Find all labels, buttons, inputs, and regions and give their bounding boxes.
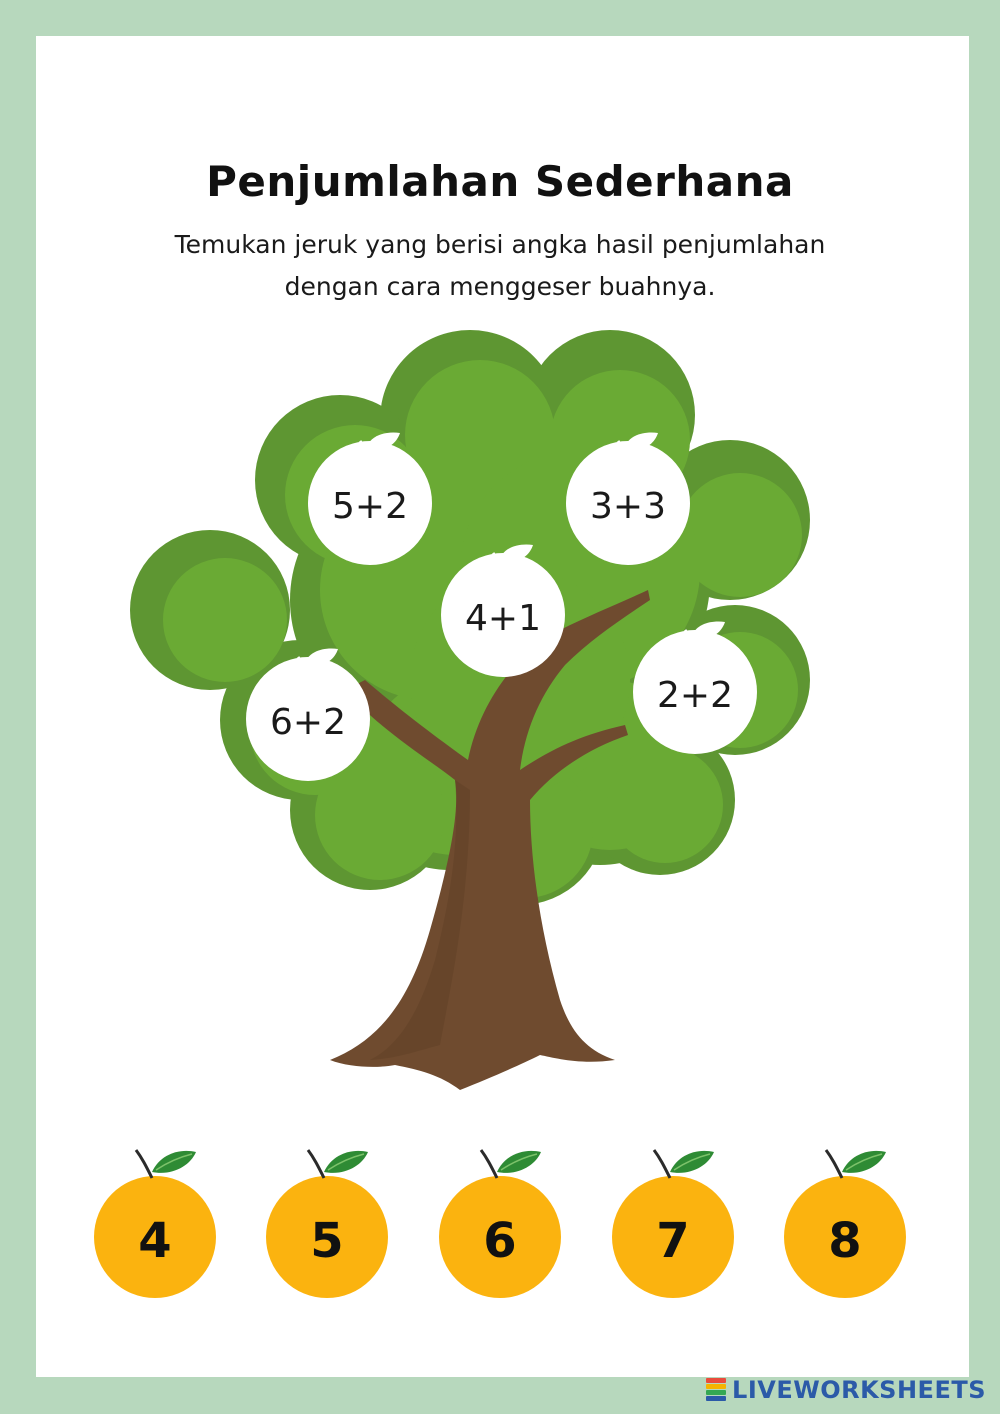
orange-leaf-icon	[132, 1146, 202, 1186]
orange-number: 8	[828, 1213, 862, 1269]
page-title: Penjumlahan Sederhana	[206, 157, 794, 206]
fruit-leaf-icon	[296, 643, 342, 673]
fruit-expression: 6+2	[270, 701, 346, 743]
orange-number: 6	[483, 1213, 517, 1269]
tree-fruit-6-plus-2[interactable]	[246, 657, 370, 781]
orange-number: 4	[138, 1213, 172, 1269]
orange-leaf-icon	[822, 1146, 892, 1186]
orange-answer-8[interactable]	[784, 1176, 906, 1298]
orange-leaf-icon	[304, 1146, 374, 1186]
orange-number: 5	[310, 1213, 344, 1269]
orange-answer-6[interactable]	[439, 1176, 561, 1298]
tree-fruit-3-plus-3[interactable]	[566, 441, 690, 565]
orange-leaf-icon	[650, 1146, 720, 1186]
orange-leaf-icon	[477, 1146, 547, 1186]
fruit-expression: 4+1	[465, 597, 541, 639]
brand-name: LIVEWORKSHEETS	[732, 1376, 986, 1404]
fruit-leaf-icon	[491, 539, 537, 569]
tree-fruit-5-plus-2[interactable]	[308, 441, 432, 565]
fruit-expression: 3+3	[590, 485, 666, 527]
liveworksheets-logo-icon	[706, 1378, 726, 1402]
tree-fruit-4-plus-1[interactable]	[441, 553, 565, 677]
orange-number: 7	[656, 1213, 690, 1269]
orange-answer-4[interactable]	[94, 1176, 216, 1298]
fruit-expression: 5+2	[332, 485, 408, 527]
liveworksheets-branding[interactable]	[706, 1376, 986, 1404]
instructions-line-2: dengan cara menggeser buahnya.	[284, 272, 716, 301]
orange-answer-7[interactable]	[612, 1176, 734, 1298]
fruit-leaf-icon	[616, 427, 662, 457]
fruit-leaf-icon	[358, 427, 404, 457]
orange-answer-5[interactable]	[266, 1176, 388, 1298]
instructions-line-1: Temukan jeruk yang berisi angka hasil penjumlahan	[174, 230, 826, 259]
fruit-expression: 2+2	[657, 674, 733, 716]
tree-fruit-2-plus-2[interactable]	[633, 630, 757, 754]
fruit-leaf-icon	[683, 616, 729, 646]
